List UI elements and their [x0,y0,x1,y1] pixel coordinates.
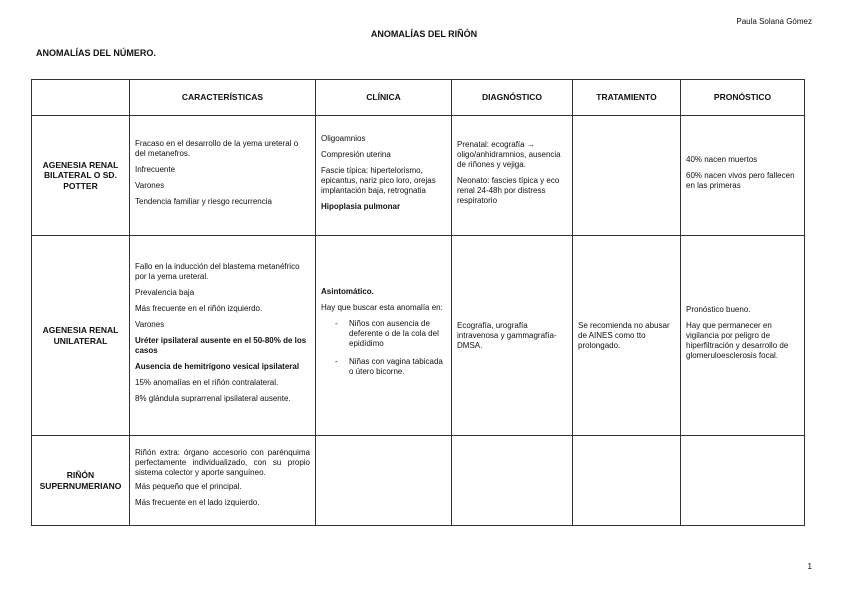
table-row [32,436,805,526]
table-header-row [32,80,805,116]
page-number: 1 [807,562,812,571]
cell-tratamiento [573,116,681,236]
anomalies-table [31,79,805,526]
cell-caracteristicas: Fracaso en el desarrollo de la yema ureteral o del metanefros. Infrecuente Varones Tendencia familiar y riesgo recurrencia [130,116,316,236]
cell-caracteristicas: Riñón extra: órgano accesorio con parénquima perfectamente individualizado, con su propio sistema colector y aporte sanguíneo. Más pequeño que el principal. Más frecuente en el lado izquierdo. [130,436,316,526]
cell-diagnostico: Ecografía, urografía intravenosa y gammagrafía-DMSA. [452,236,573,436]
section-heading: ANOMALÍAS DEL NÚMERO. [36,48,156,58]
header-cell: DIAGNÓSTICO [452,80,573,116]
clinica-list [321,319,446,377]
page-title: ANOMALÍAS DEL RIÑÓN [370,29,478,39]
cell-clinica: Asintomático. Hay que buscar esta anomalía en: - Niños con ausencia de deferente o de la cola del epidídimo - Niñas con vagina tabicada o útero bicorne. [316,236,452,436]
row-name: AGENESIA RENAL UNILATERAL [32,236,130,436]
list-item: - Niños con ausencia de deferente o de la cola del epidídimo [349,319,446,349]
list-item: - Niñas con vagina tabicada o útero bicorne. [349,357,446,377]
header-cell: TRATAMIENTO [573,80,681,116]
cell-clinica: Oligoamnios Compresión uterina Fascie típica: hipertelorismo, epicantus, nariz pico loro, orejas implantación baja, retrognatia Hipoplasia pulmonar [316,116,452,236]
header-cell [32,80,130,116]
table-row [32,236,805,436]
header-cell: CLÍNICA [316,80,452,116]
cell-pronostico: 40% nacen muertos 60% nacen vivos pero fallecen en las primeras [681,116,805,236]
table-row [32,116,805,236]
header-cell: PRONÓSTICO [681,80,805,116]
cell-pronostico [681,436,805,526]
cell-pronostico: Pronóstico bueno. Hay que permanecer en vigilancia por peligro de hiperfiltración y desarrollo de glomeruloesclerosis focal. [681,236,805,436]
author-name: Paula Solana Gómez [736,17,812,26]
cell-diagnostico: Prenatal: ecografía → oligo/anhidramnios, ausencia de riñones y vejiga. Neonato: fascies típica y eco renal 24-48h por distress respiratorio [452,116,573,236]
row-name: RIÑÓN SUPERNUMERIANO [32,436,130,526]
row-name: AGENESIA RENAL BILATERAL O SD. POTTER [32,116,130,236]
cell-clinica [316,436,452,526]
cell-caracteristicas: Fallo en la inducción del blastema metanéfrico por la yema ureteral. Prevalencia baja Más frecuente en el riñón izquierdo. Varones Uréter ipsilateral ausente en el 50-80% de los casos Ausencia de hemitrígono vesical ipsilateral 15% anomalías en el riñón contralateral. 8% glándula suprarrenal ipsilateral ausente. [130,236,316,436]
cell-tratamiento: Se recomienda no abusar de AINES como tto prolongado. [573,236,681,436]
cell-tratamiento [573,436,681,526]
cell-diagnostico [452,436,573,526]
header-cell: CARACTERÍSTICAS [130,80,316,116]
